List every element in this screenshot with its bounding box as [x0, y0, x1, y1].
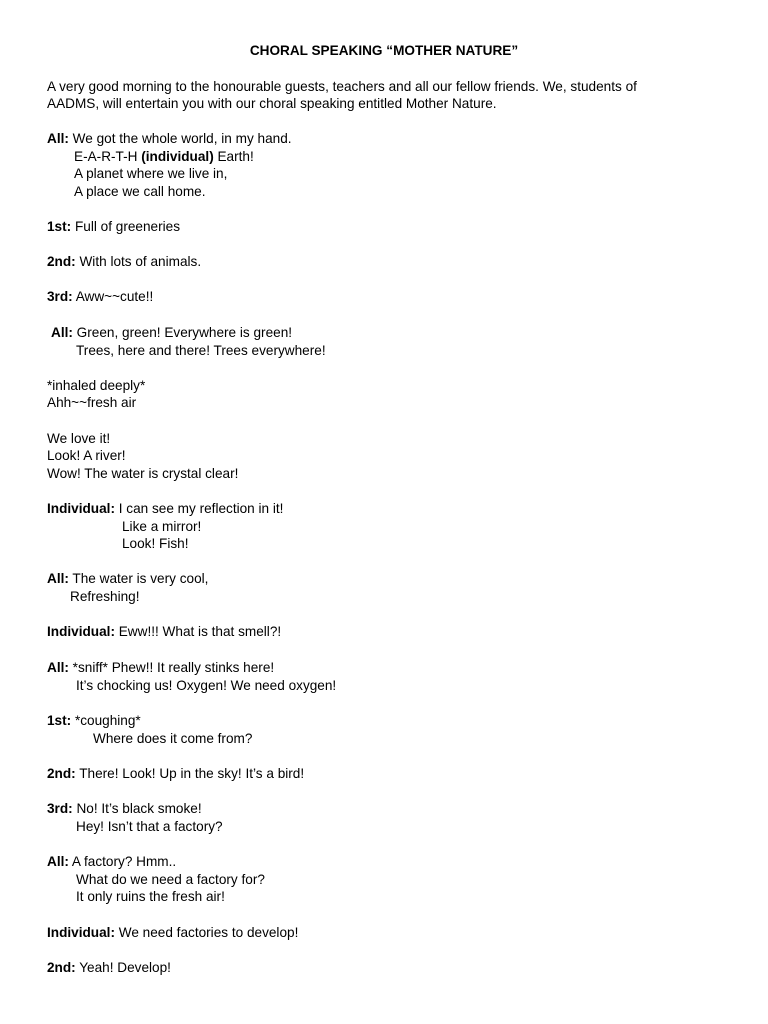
line-text: Yeah! Develop!: [75, 960, 171, 975]
script-line: Where does it come from?: [93, 731, 253, 746]
script-line: [47, 924, 298, 942]
document-title: CHORAL SPEAKING “MOTHER NATURE”: [249, 43, 519, 58]
script-line: [47, 253, 201, 271]
line-text: I can see my reflection in it!: [114, 501, 284, 516]
speaker-label: All:: [47, 660, 69, 675]
speaker-label: 2nd:: [47, 766, 76, 781]
script-line: Trees, here and there! Trees everywhere!: [76, 343, 326, 358]
script-line: Wow! The water is crystal clear!: [47, 466, 239, 481]
script-line: A place we call home.: [74, 184, 206, 199]
line-text: Full of greeneries: [71, 219, 180, 234]
speaker-label: (individual): [141, 149, 214, 164]
script-line: [47, 765, 304, 783]
script-line: It’s chocking us! Oxygen! We need oxygen!: [76, 678, 337, 693]
speaker-label: 3rd:: [47, 801, 73, 816]
script-line: Refreshing!: [70, 589, 140, 604]
speaker-label: Individual:: [47, 925, 115, 940]
line-text: There! Look! Up in the sky! It’s a bird!: [75, 766, 305, 781]
line-text: We got the whole world, in my hand.: [68, 131, 292, 146]
speaker-label: 1st:: [47, 713, 72, 728]
script-line: [47, 623, 281, 641]
line-text: Eww!!! What is that smell?!: [114, 624, 282, 639]
script-line: We love it!: [47, 431, 111, 446]
script-line: Ahh~~fresh air: [47, 395, 137, 410]
line-text: *coughing*: [71, 713, 141, 728]
script-line: [47, 712, 141, 730]
script-line: A planet where we live in,: [74, 166, 228, 181]
speaker-label: 1st:: [47, 219, 72, 234]
script-line: [47, 570, 208, 588]
script-line: [47, 500, 283, 518]
script-line: [47, 800, 202, 818]
script-line: [74, 148, 254, 166]
speaker-label: Individual:: [47, 501, 115, 516]
script-line: Look! Fish!: [122, 536, 189, 551]
line-text: Green, green! Everywhere is green!: [72, 325, 293, 340]
script-line: *inhaled deeply*: [47, 378, 146, 393]
script-line: [47, 218, 180, 236]
line-text: No! It’s black smoke!: [72, 801, 202, 816]
speaker-label: All:: [51, 325, 73, 340]
speaker-label: Individual:: [47, 624, 115, 639]
script-line: [47, 853, 176, 871]
line-text: Aww~~cute!!: [72, 289, 154, 304]
speaker-label: 2nd:: [47, 960, 76, 975]
speaker-label: 2nd:: [47, 254, 76, 269]
line-text: Earth!: [213, 149, 254, 164]
line-text: We need factories to develop!: [114, 925, 299, 940]
speaker-label: All:: [47, 131, 69, 146]
script-line: Look! A river!: [47, 448, 126, 463]
script-line: Like a mirror!: [122, 519, 202, 534]
line-text: E-A-R-T-H: [74, 149, 142, 164]
line-text: A factory? Hmm..: [68, 854, 177, 869]
intro-line-1: A very good morning to the honourable guests, teachers and all our fellow friends. We, students of: [47, 79, 637, 94]
line-text: With lots of animals.: [75, 254, 202, 269]
speaker-label: All:: [47, 571, 69, 586]
speaker-label: All:: [47, 854, 69, 869]
script-line: Hey! Isn’t that a factory?: [76, 819, 223, 834]
script-line: [47, 288, 153, 306]
line-text: *sniff* Phew!! It really stinks here!: [68, 660, 275, 675]
script-line: [47, 130, 292, 148]
script-line: [47, 659, 274, 677]
line-text: The water is very cool,: [68, 571, 209, 586]
speaker-label: 3rd:: [47, 289, 73, 304]
script-line: What do we need a factory for?: [76, 872, 265, 887]
script-line: It only ruins the fresh air!: [76, 889, 225, 904]
script-line: [51, 324, 292, 342]
intro-line-2: AADMS, will entertain you with our choral speaking entitled Mother Nature.: [47, 96, 497, 111]
script-line: [47, 959, 171, 977]
